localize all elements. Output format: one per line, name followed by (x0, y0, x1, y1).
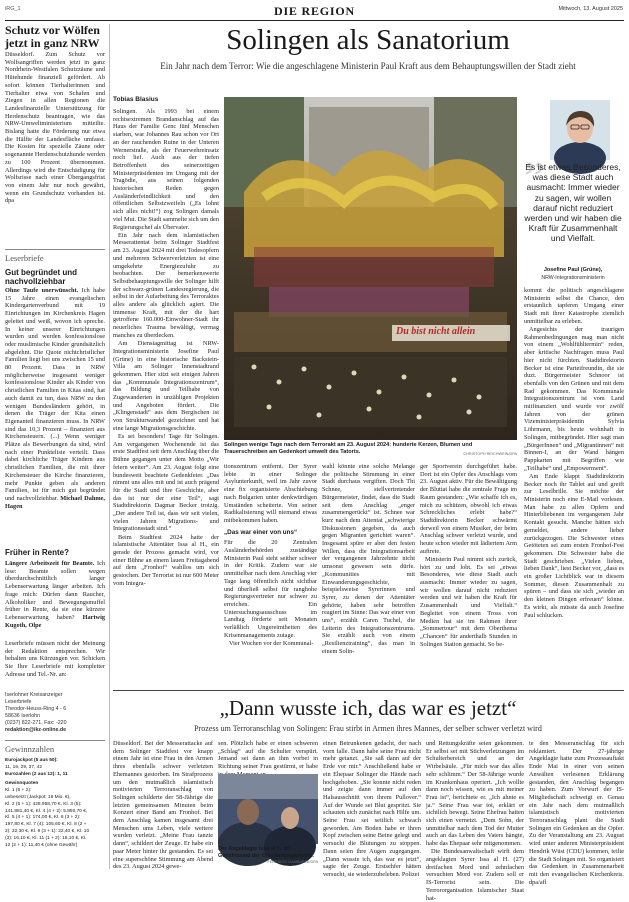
memorial-photo-art (224, 97, 517, 440)
letters-note-text: Leserbriefe müssen nicht der Meinung der Redaktion entsprechen. Wir behalten uns Kürzungen vor. Schicken Sie Ihre Leserbriefe mit kompletter Adresse und Tel.-Nr. an: (5, 640, 105, 678)
article-divider (113, 690, 624, 691)
lottery-line: (3): 16,10 €, Kl. 11 (1 + 2): 16,10 €, Kl. (5, 835, 87, 841)
lottery-line: 11, 16, 29, 37, 42 (5, 764, 42, 770)
main-subheadline: Ein Jahr nach dem Terror: Wie die angeschlagene Ministerin Paul Kraft aus dem Behauptungswillen der Stadt zieht (160, 61, 576, 71)
main-col-3 (322, 463, 415, 686)
second-paragraph: einen Betrunkenen gedacht, der nach vorn falle. Dann habe seine Frau nicht mehr getanzt. „Sie saß dann auf der Erde vor mir.“ Anschließend habe er ein Ehepaar Solinger die Hände nach hochgehoben. „Sie konnte nicht reden und zeigte dann immer auf den Halsausschnitt von ihrem Pullover.“ Auf der Wunde sei Blut gespritzt. Sie schauten sich zunächst nach Hilfe um. Seine Frau sei seitlich schwach geworden. Am Boden habe er ihren Kopf zwischen seine Beine gelegt und versucht die Blutungen zu stoppen. Dann seien ihre Augen zugegangen. „Dann wusste ich, das war es jetzt“, sagte der Zeuge. Erstsehfer hätten versucht, sie wiederzubeleben. Polizei (323, 740, 421, 878)
address-line: Iserlohner Kreisanzeiger (5, 692, 63, 698)
second-col-4 (426, 740, 524, 902)
letter1-author: Michael Dahme, Hagen (5, 494, 105, 510)
sidebar-divider (109, 24, 110, 869)
second-paragraph: sen. Plötzlich habe er einen schweren „Schlag“ auf die Schulter verspürt. Jemand sei dann an ihm vorbei in Richtung seiner Frau gestürmt, er habe (218, 740, 318, 771)
main-paragraph: Für die 20 Zentralen Ausländerbehörden zuständige Ministerin Paul steht seither schwer in der Kritik. Zudem war sie unmittelbar nach dem Anschlag vier Tage lang öffentlich nicht sichtbar und überließ selbst für ranghohe Regierungsvertreter nur schwer zu erreichen. Ein Untersuchungsausschuss im Landtag förderte seit Monaten verläßlich Ungereimtheiten des Krisenmanagements zutage. (224, 539, 317, 639)
main-paragraph: Es sei besonders! Tage für Solingen. Am vergangenen Wochenende ist das erste Stadtfest seit dem Anschlag über die Bühne gegangen unter dem Motto „Wir feiern weiter“. Am 23. August folgt eine bundesweit beachtete Gedenkfeier. „Das nimmt uns alles mit und ist auch prägend für die Stadt und ihre Geschichte, aber das ist nur der eine Teil“, sagt Stadtdirektorin Dagmar Becker trotzig. „Der andere Teil ist, dass wir seit vielen, vielen Jahren Migrations- und Integrationsstadt sind.“ (113, 433, 219, 533)
main-paragraph: Ministerin Paul nimmt sich zurück, hört zu und lobt. Es sei „etwas Besonderes, wie diese Stadt auch ausmacht: Immer wieder zu sagen, wir wollen darauf nicht reduziert werden und wir haben die Kraft für Zusammenhalt und Vielfalt.“ Begleitet von einem Tross von Medien hat sie im Rahmen ihrer „Sommertour“ mit dem Oberthema „Chancen“ für anderthalb Stunden in Solingen Station gemacht. So be- (420, 555, 517, 648)
letter2-text: Ich lese: Beamte sollen wegen überdurchschnittlich langer Lebenserwartung länger arbeiten. Ich frage mich: Dürfen dann Raucher, Alkoholiker und Bewegungsmuffel früher in Rente, da sie eine kürzere Lebenserwartung haben? (5, 560, 106, 621)
wolves-article (5, 51, 105, 248)
second-col-5 (529, 740, 624, 886)
defendant-caption: Der Angeklagte Issa al H. im Gerichtssaal der Oberlandesgerichts. (218, 846, 314, 859)
wolves-headline: Schutz vor Wölfen jetzt in ganz NRW (5, 23, 100, 50)
defendant-photo-art (218, 774, 318, 844)
minister-portrait (550, 100, 610, 160)
lottery-line: unbesetzt (Jackpot: 18 Mio. €), (5, 794, 71, 800)
second-paragraph: Die Bundesanwaltschaft wirft dem angeklagten Syrer Issa al H. (27) dreifachen Mord und zehnfachen versuchten Mord vor. Zudem soll er IS-Terrorist sein. Die Terrororganisation Islamischer Staat hat- (426, 848, 524, 902)
lottery-line: 141.881,40 €, Kl. 4 (4 + 2): 5.850,70 €, (5, 808, 88, 814)
address-line: (0237) 822-271, Fax: -220 (5, 720, 67, 726)
main-paragraph: kommt die politisch angeschlagene Ministerin selbst die Chance, den erstaunlich tapferen Umgang einer Stadt mit ihrer Katastrophe ziemlich unmittelbar zu erleben. (524, 287, 624, 325)
second-col-3 (323, 740, 421, 878)
portrait-art (550, 100, 610, 160)
issue-date: Mittwoch, 13. August 2025 (558, 6, 623, 12)
letter1-headline: Gut begründet und nachvollziehbar (5, 268, 77, 286)
lottery-line: Gewinnquoten (5, 781, 39, 787)
letters-address (5, 692, 105, 734)
second-subheadline: Prozess um Terroranschlag von Solingen: Frau stirbt in Armen ihres Mannes, der selber schwer verletzt wird (194, 724, 542, 733)
photo-caption: Solingen wenige Tage nach dem Terrorakt am 23. August 2024: hunderte Kerzen, Blumen und Trauerschreiben am Gedenkort umwelt des Tatorts. (224, 442, 473, 455)
main-col-1 (113, 108, 219, 686)
address-line: Theodor-Heuss-Ring 4 - 6 (5, 706, 67, 712)
second-headline: „Dann wusste ich, das war es jetzt“ (219, 696, 517, 720)
main-paragraph: Angesichts der traurigen Rahmenbedingungen mag man nicht von einem „Wohlfühltermin“ reden, aber kritische Nachfragen muss Paul hier nicht fürchten. Stadtdirektorin Becker ist eine Parteifreundin, die sie duzt. Bürgermeister Schnoor ist ebenfalls von den Grünen und mit dem Rad gekommen. Das Kommunale Integrationszentrum ist vom Land mitfinanziert und wurde vor zwölf Jahren von der grünen Vizeministerpräsidentin Sylvia Löhrmann, bis heute wohnhaft in Solingen, mitbegründet. Hier sagt man „BürgerInnen“ und „Migrantinnen“ mit Binnen-I, an der Wand hängen Pappkarten mit Begriffen wie „Teilhabe“ und „Empowerment“. (524, 326, 624, 472)
second-paragraph: Düsseldorf. Bei der Messerattacke auf dem Solinger Stadtfest vor knapp einem Jahr ist eine Frau in den Armen ihres ebenfalls schwer verletzten Ehemannes gestorben. Im Strafprozess um den mutmaßlich islamistisch motivierten Terroranschlag von Solingen schilderte der 58-Jährige die letzten gemeinsamen Minuten beim Konzert einer Band am Fronhof. Bei dem Anschlag kamen insgesamt drei Menschen ums Leben, viele weitere wurden verletzt. „Meine Frau tanzte dann“, schildert der Zeuge. Er habe ein paar Meter hinter ihr gestanden. Es sei eine superschöne Stimmung am Abend des 23. August 2024 gewe- (113, 740, 213, 871)
memorial-sign: Du bist nicht allein (396, 326, 476, 337)
page-code: iRG_1 (5, 6, 21, 12)
lottery-line: 2): 32,30 €, Kl. 9 (3 + 1): 22,40 €, Kl. 10 (5, 828, 90, 834)
letters-section-title: Leserbriefe (5, 253, 44, 263)
address-line: 58636 Iserlohn (5, 713, 41, 719)
main-author: Tobias Blasius (113, 96, 159, 103)
letter2-author: Hartwig Kugoth, Olpe (5, 613, 105, 629)
defendant-credit: FEDERICO GAMBARINI/DPA (267, 860, 318, 864)
lottery-line: Kl. 5 (4 + 1): 174,00 €, Kl. 6 (3 + 2): (5, 815, 81, 821)
letter2-headline: Früher in Rente? (5, 548, 70, 557)
lottery-line: Kl. 2 (5 + 1): 428.958,70 €, Kl. 3 (5): (5, 801, 82, 807)
lottery-line: Kl. 1 (5 + 2): (5, 788, 32, 794)
main-paragraph: Vier Wochen vor der Kommunal- (229, 639, 314, 647)
lottery-line: 12 (2 + 1): 11,40 € (ohne Gewähr) (5, 842, 78, 848)
main-subhead: „Das war einer von uns“ (224, 528, 298, 536)
pull-quote: Es ist etwas Besonderes, was diese Stadt auch ausmacht: Immer wieder zu sagen, wir wollen darauf nicht reduziert werden und wir haben die Kraft für Zusammenhalt und Vielfalt. (524, 162, 622, 244)
main-paragraph: Ein Jahr nach dem islamistischen Messerattentat beim Solinger Stadtfest am 23. August 2024 mit drei Todesopfern und mehreren Schwerverletzten ist eine umgekehrte Energiezufuhr zu beobachten. Der bemerkenswerte Selbstbehauptungswille der Solinger hilft der schwarz-grünen Landesregierung, die selbst in der Aufarbeitung des Terroraktes alles andere als glücklich agiert. Die immense Kraft, mit der die hart getroffene 160.000-Einwohner-Stadt ihr neuerliches Trauma bewältigt, vermag manches zu überdecken. (113, 231, 219, 339)
main-paragraph: Am Dienstagmittag ist NRW-Integrationsministerin Josefine Paul (Grüne) in eine historische Backstein-Villa am Solinger Innenstadtrand gekommen. Hier sitzt seit einigen Jahren das „Kommunale Integrationszentrum“, das Bildung und Teilhabe von Zugewanderten in unzähligen Projekten und Angeboten fördert. Die „Klingenstadt“ aus dem Bergischen ist von Strukturwandel gezeichnet und hat eine lange Migrationsgeschichte. (113, 340, 219, 432)
letter1-body (5, 287, 105, 510)
letter2-topic: Längere Arbeitszeit für Beamte. (5, 560, 95, 567)
main-paragraph: Am Ende klappt Stadtdirektorin Becker noch ihr Tablet auf und greift zur Leselbrille. Sie möchte der Ministerin noch eine E-Mail vorlesen. Man habe zu allen Opfern und Hinterbliebenen im vergangenen Jahr Kontakt gesucht. Manche hätten sich gemeldet, andere lieber zurückgezogen. Die Schwester eines Getöteten sei zum ersten Fronhof-Fest gekommen. Die Schwester habe die Stadt geschrieben. „Vielen lieben, lieben Dank“, liest Becker vor, „dass es ein großer Lichtblick war in diesem Sommer, diesen Zusammenhalt zu spüren – und dass sie sich „wieder an den kleinen Dingen erfreuen“ könne. Es wirkt, als müsste da auch Josefine Paul schlucken. (524, 472, 624, 619)
lottery-line: 197,80 €, Kl. 7 (4): 105,60 €, Kl. 8 (2 + (5, 822, 87, 828)
quote-role: NRW-Integrationsministerin (541, 275, 605, 281)
second-col-1 (113, 740, 213, 870)
lottery-rule (5, 740, 105, 741)
main-paragraph: Solingen. Als 1993 bei einem rechtsextremen Brandanschlag auf das Haus der Familie Genc fünf Menschen starben, war Johannes Rau schon vor Ort an der rauchenden Ruine in der Unteren Wernerstraße, als der Feuerwehreinsatz noch lief. Auch aus der tiefen Betroffenheit des seinerzeitigen Ministerpräsidenten im Umgang mit der Tragödie, aus seinen folgenden historischen Reden gegen Ausländerfeindlichkeit und den öffentlichen Selbstzweifeln („Es lohnt sich alles nicht!“) zog Solingen damals viel Mut. Die Stadt sammelte sich um den Regierungschef als Übervater. (113, 108, 219, 231)
lottery-title: Gewinnzahlen (5, 744, 55, 754)
main-col-2 (224, 463, 317, 686)
main-paragraph: tionszentrum entfernt. Der Syrer lebte in einer Solinger Asylunterkunft, weil im Jahr zuvor eine fix organisierte Abschiebung nach Bulgarien unter denkwürdigen Umständen scheiterte. Von seiner Radikalisierung will niemand etwas mitbekommen haben. (224, 463, 317, 524)
main-headline: Solingen als Sanatorium (226, 24, 510, 56)
second-paragraph: te den Messeranschlag für sich reklamiert. Der 27-jährige Angeklagte hatte zum Prozessauftakt Ende Mai in einer von seinen Anwälten verlesenen Erklärung gestanden, den Anschlag begangen zu haben. Zum Vorwurf der IS-Mitgliedschaft schweigt er. Genau ein Jahr nach dem mutmaßlich islamistisch motivierten Terroranschlag plant die Stadt Solingen ein Gedenken an die Opfer. Zu der Veranstaltung am 23. August wird unter anderen Ministerpräsident Hendrik Wüst (CDU) kommen, teilte die Stadt Solingen mit. So organisiert das Gedenken in Zusammenarbeit mit den evangelischen Kirchenkreis. dpa/afl (529, 740, 624, 886)
second-paragraph: und Rettungskräfte seien gekommen. Er selbst sei mit Stichverletzungen im Schulterbereich und an der Wirbelsäule. „Für mich war das alles sehr schlimm.“ Der 58-Jährige wurde im Krankenhaus operiert. „Ich wollte dann noch wissen, wie es mit meiner Frau ist“, berichtete er. „Ich ahnte es ja.“ Seine Frau war tot, erklärt er sichtlich bewegt. Seine Ehefrau hatten sich einen vernetzt. „Dem Sohn, der unmittelbar nach dem Tod der Mutter auch an das Leben des Vaters hängte, habe das Ehepaar sehr mitgenommen. (426, 740, 524, 848)
main-paragraph: Beim Stadtfest 2024 hatte der islamistische Attentäter Issa al H., ein gerade der Prozess gemacht wird, vor einer Bühne an einem lauen Freitagabend auf dem „Fronhof“ wahllos um sich gestochen. Der Terrorist ist nur 600 Meter vom Integra- (113, 533, 219, 587)
main-paragraph: ger Sportverein durchgeführt habe. Dort ist ein Opfer des Anschlags vom 23. August aktiv. Für die Bewältigung der Bluttat habe die zentrale Frage im Raum gestanden: „Wie schaffe ich es, mich zu schützen, obwohl ich etwas Schreckliches erlebt habe?“ Stadtdirektorin Becker schwärmt derweil von einem Musiker, der beim Anschlag schwer verletzt wurde, und heute schon wieder mit lädiertem Arm auftrete. (420, 463, 517, 555)
letters-rule (5, 249, 105, 250)
second-col-2 (218, 740, 318, 770)
quote-mark-icon: ” (524, 152, 545, 203)
defendant-photo (218, 774, 318, 844)
lottery-line: Eurozahlen (2 aus 12): 1, 11 (5, 771, 68, 777)
main-paragraph: wahl könnte eine solche Melange die politische Stimmung in einer Stadt durchaus vergiften. Doch Thi Schnee, stellvertretender Bürgermeister, findet, dass die Stadt seit dem Anschlag „enger zusammengerückt“ ist. Schnee war kurz nach dem Attentat „schwierige Diskussionen gegeben, da auch gegen Migranten gerichtet waren“. Insgesamt spüre er aber den festen Willen, dass die Integrationsarbeit der vergangenen Jahrzehnte nicht umsonst gewesen sein dürfe. „Kommunities mit Einwanderungsgeschichte, beispielsweise Syrerinnen und Syrer, zu denen der Attentäter gehörte, haben sehr betroffen reagiert im Sinne: Das war einer von uns“, erzählt Caren Tuchel, die Leiterin des Integrationszentrums. Sie erzählt auch von einem „Resilienztraining“, das man in einem Solin- (322, 463, 415, 655)
photo-credit: CHRISTOPH REICHWEIN/DPA (463, 452, 517, 456)
main-col-5 (524, 287, 624, 686)
lottery-line: Eurojackpot (5 aus 50): (5, 758, 58, 763)
section-title: DIE REGION (273, 4, 355, 18)
memorial-photo (224, 97, 517, 440)
main-col-4 (420, 463, 517, 686)
lottery-results (5, 758, 105, 849)
quote-author: Josefine Paul (Grüne), (543, 267, 603, 273)
wolves-text: Düsseldorf. Zum Schutz vor Wolfsangriffen werden jetzt in ganz Nordrhein-Westfalen Schutzzäune und Hütehunde finanziell gefördert. Ab sofort können Tierhalterinnen und Tierhalter etwa von Schafen und Ziegen in allen Regionen die Landesfinanzielle Unterstützung für Herdenschutz beantragen, wie das NRW-Umweltministerium mitteilte. Bislang hatte die Förderung nur etwa die Hälfte der Landesfläche umfasst. Die Kosten für spezielle Zäune oder sogenannte Herdenschutzhunde werden zu 100 Prozent übernommen. Allerdings wird die Entschädigung für Wolfsrisse nach einer Übergangsfrist von einem Jahr nur noch gewährt, wenn ein Grundschutz vorhanden ist. dpa (5, 51, 106, 205)
address-line: Leserbriefe (5, 699, 32, 705)
letter1-topic: Ohne Taufe unerwünscht. (5, 287, 79, 294)
letter1-text: Ich habe 15 Jahre einen evangelischen Kindergartenverbund mit 19 Einrichtungen im Kirchenkreis Hagen geleitet und weiß, wovon ich spreche. In keiner unserer Einrichtungen wurden und werden konfessionslose oder muslimische Kinder grundsätzlich abgelehnt. Die Quote nichtchristlicher Familien liegt bei uns zwischen 15 und 80 Prozent. Dass in NRW möglicherweise insgesamt weniger konfessionslose Kinder als Kinder von christlichen Familien in Kitas sind, hat auch damit zu tun, dass NRW zu den wenigen Bundesländern gehört, in denen die Träger der Kita einen Eigenanteil finanzieren muss. In NRW sind das 10,3 Prozent – finanziert aus Kirchensteuern. (...) Wenn weniger Plätze als Bewerbungen da sind, wird nach einer Punkteliste verteilt. Dass dabei kirchliche Träger Kindern aus christlichen Familien, die mit ihrer Kirchensteuer die Kirche finanzieren, mehr Punkte geben als anderen Familien, ist für mich gut begründet und nachvollziehbar. (5, 287, 105, 502)
letters-email[interactable]: redaktion@ikz-online.de (5, 727, 67, 733)
letters-note (5, 640, 105, 690)
